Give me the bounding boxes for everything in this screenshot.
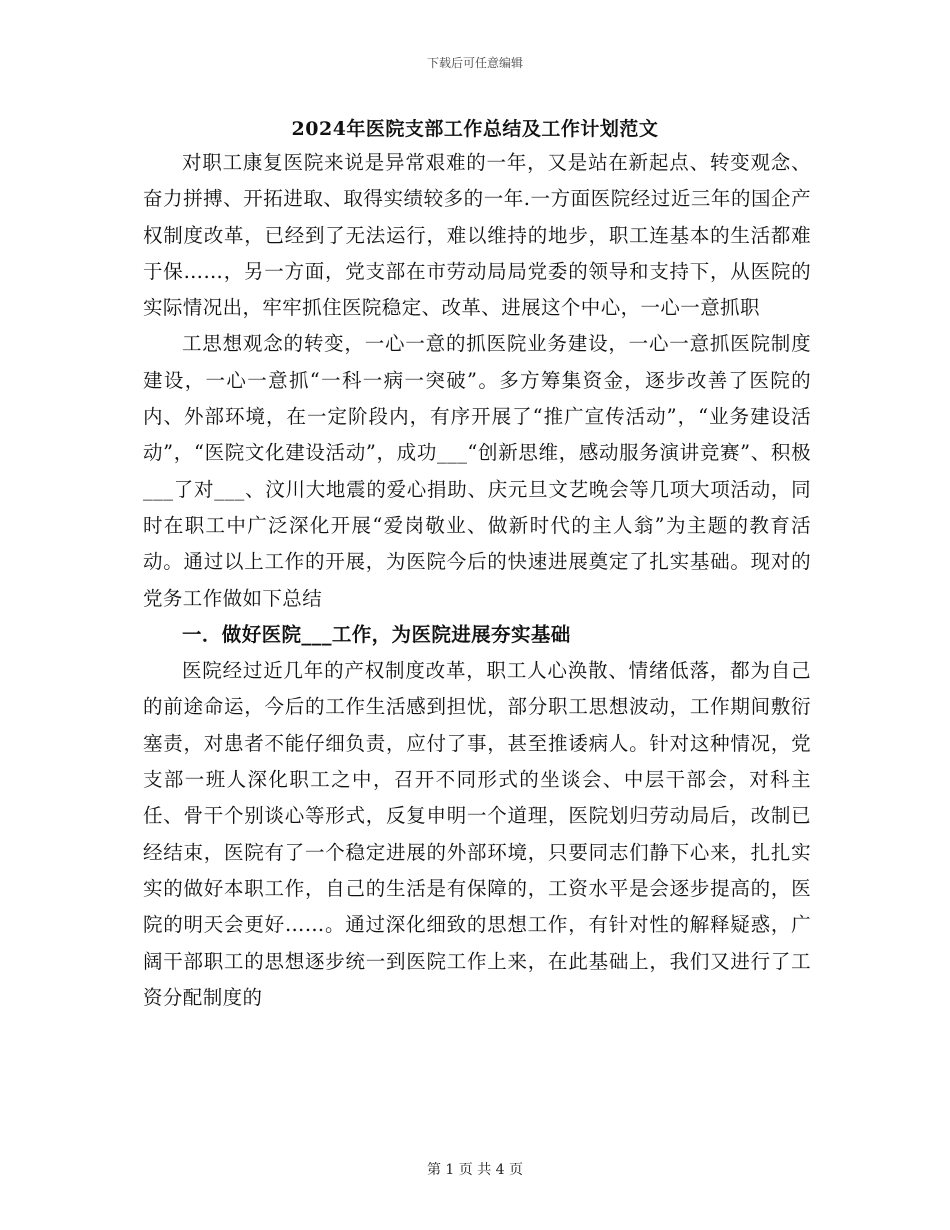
paragraph-3: 医院经过近几年的产权制度改革，职工人心涣散、情绪低落，都为自己的前途命运，今后的工作生活感到担忧，部分职工思想波动，工作期间敷衍塞责，对患者不能仔细负责，应付了事，甚至推诿病人。针对这种情况，党支部一班人深化职工之中，召开不同形式的坐谈会、中层干部会，对科主任、骨干个别谈心等形式，反复申明一个道理，医院划归劳动局后，改制已经结束，医院有了一个稳定进展的外部环境，只要同志们静下心来，扎扎实实的做好本职工作，自己的生活是有保障的，工资水平是会逐步提高的，医院的明天会更好……。通过深化细致的思想工作，有针对性的解释疑惑，广阔干部职工的思想逐步统一到医院工作上来，在此基础上，我们又进行了工资分配制度的 (143, 659, 811, 1009)
paragraph-2: 工思想观念的转变，一心一意的抓医院业务建设，一心一意抓医院制度建设，一心一意抓“一科一病一突破”。多方筹集资金，逐步改善了医院的内、外部环境，在一定阶段内，有序开展了“推广宣传活动”，“业务建设活动”，“医院文化建设活动”，成功___“创新思维，感动服务演讲竞赛”、积极___了对___、汶川大地震的爱心捐助、庆元旦文艺晚会等几项大项活动，同时在职工中广泛深化开展“爱岗敬业、做新时代的主人翁”为主题的教育活动。通过以上工作的开展，为医院今后的快速进展奠定了扎实基础。现对的党务工作做如下总结 (143, 332, 811, 610)
header-note: 下载后可任意编辑 (426, 56, 523, 70)
section-heading-1: 一．做好医院___工作，为医院进展夯实基础 (182, 622, 571, 646)
paragraph-1: 对职工康复医院来说是异常艰难的一年，又是站在新起点、转变观念、奋力拼搏、开拓进取、取得实绩较多的一年.一方面医院经过近三年的国企产权制度改革，已经到了无法运行，难以维持的地步，职工连基本的生活都难于保……，另一方面，党支部在市劳动局局党委的领导和支持下，从医院的实际情况出，牢牢抓住医院稳定、改革、进展这个中心，一心一意抓职 (143, 151, 811, 320)
document-title: 2024年医院支部工作总结及工作计划范文 (291, 118, 659, 140)
page-number: 第 1 页 共 4 页 (426, 1162, 524, 1178)
document-body (143, 145, 811, 1016)
